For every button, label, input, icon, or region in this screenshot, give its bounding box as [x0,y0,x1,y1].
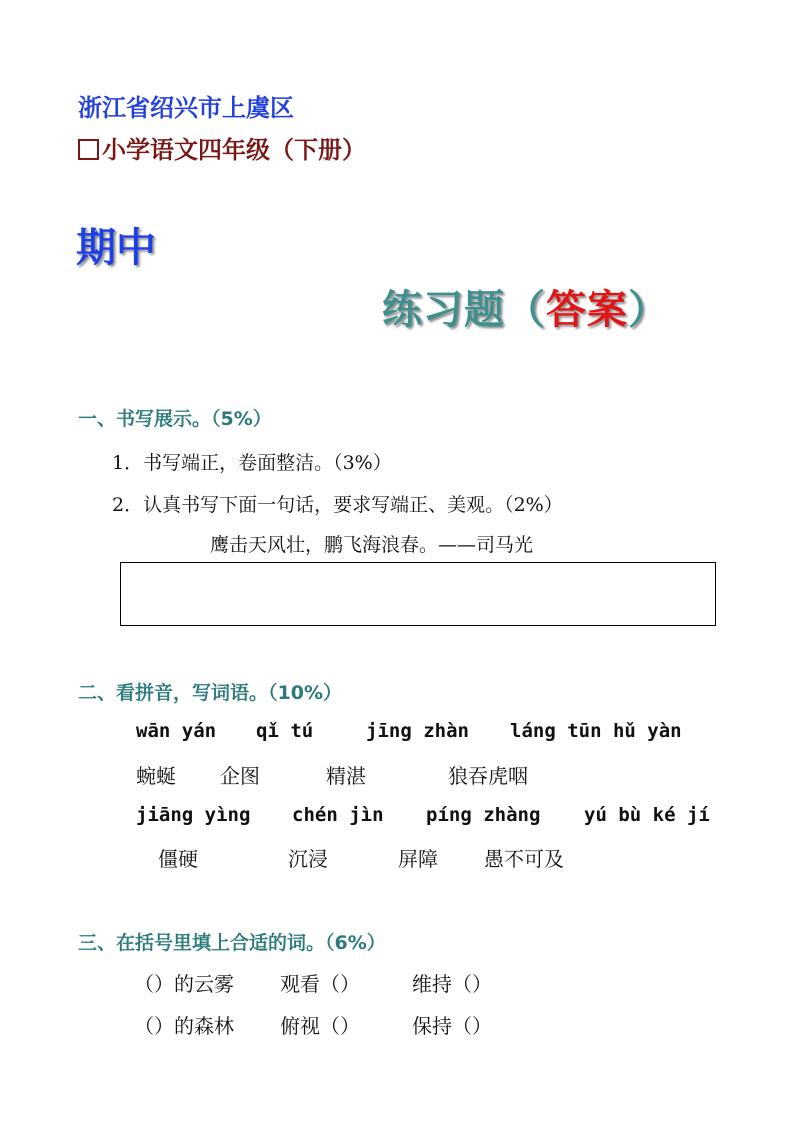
section2-heading: 二、看拼音，写词语。（10%） [78,682,342,704]
fill-item-2: 观看（） [280,972,360,996]
word-8: 愚不可及 [484,847,564,871]
header-grade-text: 小学语文四年级（下册） [102,136,366,164]
fill-item-6: 保持（） [412,1014,492,1038]
word-6: 沉浸 [288,847,328,871]
title-close-paren: ） [628,287,669,333]
title-exercise [382,278,669,335]
pinyin-3: jīng zhàn [366,720,469,742]
pinyin-8: yú bù ké jí [584,804,710,826]
fill-item-4: （）的森林 [134,1014,234,1038]
section1-quote: 鹰击天风壮，鹏飞海浪春。——司马光 [210,534,534,556]
fill-item-5: 俯视（） [280,1014,360,1038]
pinyin-7: píng zhàng [426,804,541,826]
header-school: 浙江省绍兴市上虞区 [78,94,294,122]
word-3: 精湛 [326,764,366,788]
title-exercise-text: 练习题（ [382,287,546,333]
writing-box[interactable] [120,562,716,626]
section1-heading: 一、书写展示。（5%） [78,408,272,430]
pinyin-6: chén jìn [292,804,384,826]
title-midterm: 期中 [76,225,156,271]
section1-item1: 1．书写端正，卷面整洁。（3%） [112,452,392,474]
word-1: 蜿蜒 [136,764,176,788]
word-2: 企图 [220,764,260,788]
section1-item2: 2．认真书写下面一句话，要求写端正、美观。（2%） [112,494,563,516]
fill-item-1: （）的云雾 [134,972,234,996]
pinyin-2: qǐ tú [256,720,314,742]
word-7: 屏障 [398,847,438,871]
fill-item-3: 维持（） [412,972,492,996]
word-5: 僵硬 [158,847,198,871]
checkbox-icon [78,139,99,160]
pinyin-5: jiāng yìng [136,804,251,826]
pinyin-4: láng tūn hǔ yàn [510,720,682,742]
section3-heading: 三、在括号里填上合适的词。（6%） [78,932,386,954]
header-grade [78,130,366,165]
pinyin-1: wān yán [136,720,217,742]
title-answer: 答案 [546,287,628,333]
word-4: 狼吞虎咽 [448,764,528,788]
